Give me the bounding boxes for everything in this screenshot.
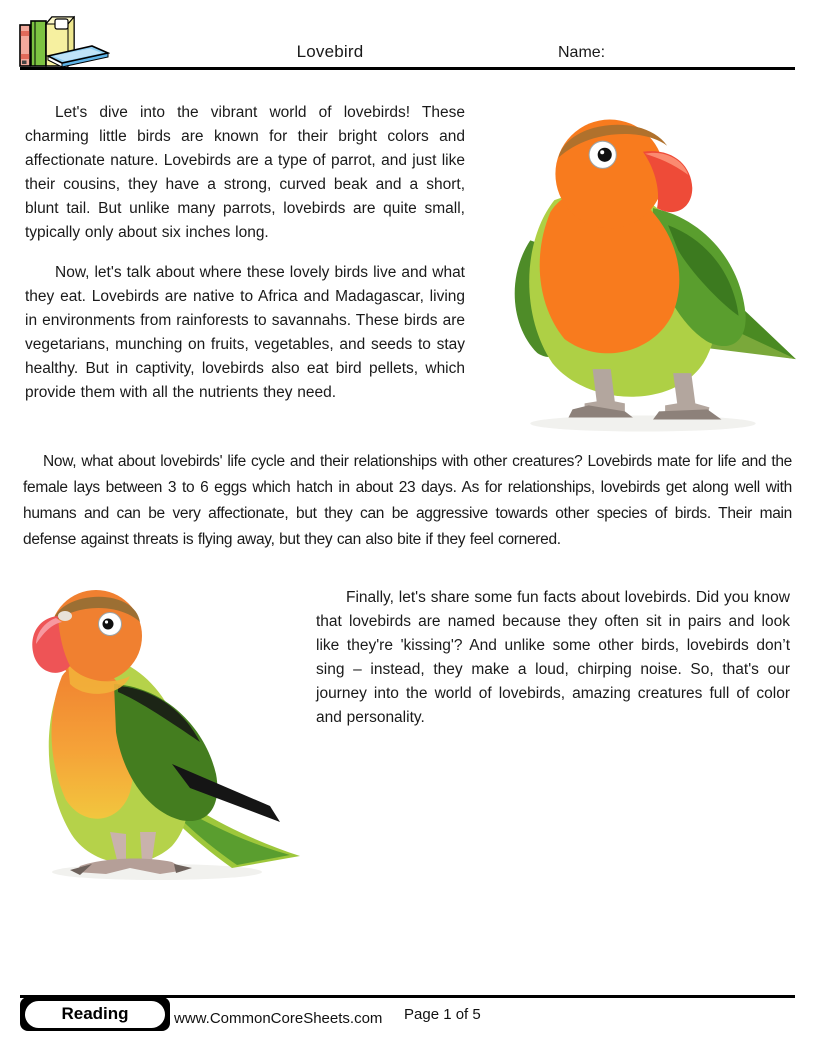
- lovebird-top-graphic: [492, 98, 804, 438]
- books-icon-graphic: [18, 12, 110, 68]
- paragraph-habitat: Now, let's talk about where these lovely birds live and what they eat. Lovebirds are native to Africa and Madagascar, living in environments from rainforests to savannahs. These birds are vegetarians, munching on fruits, vegetables, and seeds to stay healthy. But in captivity, lovebirds also eat bird pellets, which provide them with all the nutrients they need.: [25, 264, 465, 401]
- page-title: Lovebird: [296, 42, 364, 61]
- lovebird-bottom-graphic: [22, 584, 306, 890]
- header-rule: [20, 67, 795, 70]
- reading-badge-label: Reading: [25, 1001, 165, 1028]
- website-url: www.CommonCoreSheets.com: [174, 1010, 383, 1027]
- paragraph-intro: Let's dive into the vibrant world of lovebirds! These charming little birds are known for their bright colors and affectionate nature. Lovebirds are a type of parrot, and just like their cousins, they have a strong, curved beak and a short, blunt tail. But unlike many parrots, lovebirds are quite small, typically only about six inches long.: [25, 104, 465, 241]
- page-number: Page 1 of 5: [404, 1006, 481, 1023]
- lovebird-photo-bottom: [22, 584, 306, 890]
- lovebird-photo-top: [492, 98, 804, 438]
- name-label: Name:: [558, 44, 606, 61]
- paragraph-lifecycle: Now, what about lovebirds' life cycle and their relationships with other creatures? Lovebirds mate for life and the female lays between 3 to 6 eggs which hatch in about 23 days. As for relationships, lovebirds get along well with humans and can be very affectionate, but they can be aggressive towards other species of birds. Their main defense against threats is flying away, but they can also bite if they feel cornered.: [23, 453, 792, 548]
- reading-badge: [20, 997, 170, 1031]
- paragraph-funfacts: Finally, let's share some fun facts about lovebirds. Did you know that lovebirds are named because they often sit in pairs and look like they're 'kissing'? And unlike some other birds, lovebirds don’t sing – instead, they make a loud, chirping noise. So, that's our journey into the world of lovebirds, amazing creatures full of color and personality.: [316, 589, 790, 726]
- books-icon: [18, 12, 110, 68]
